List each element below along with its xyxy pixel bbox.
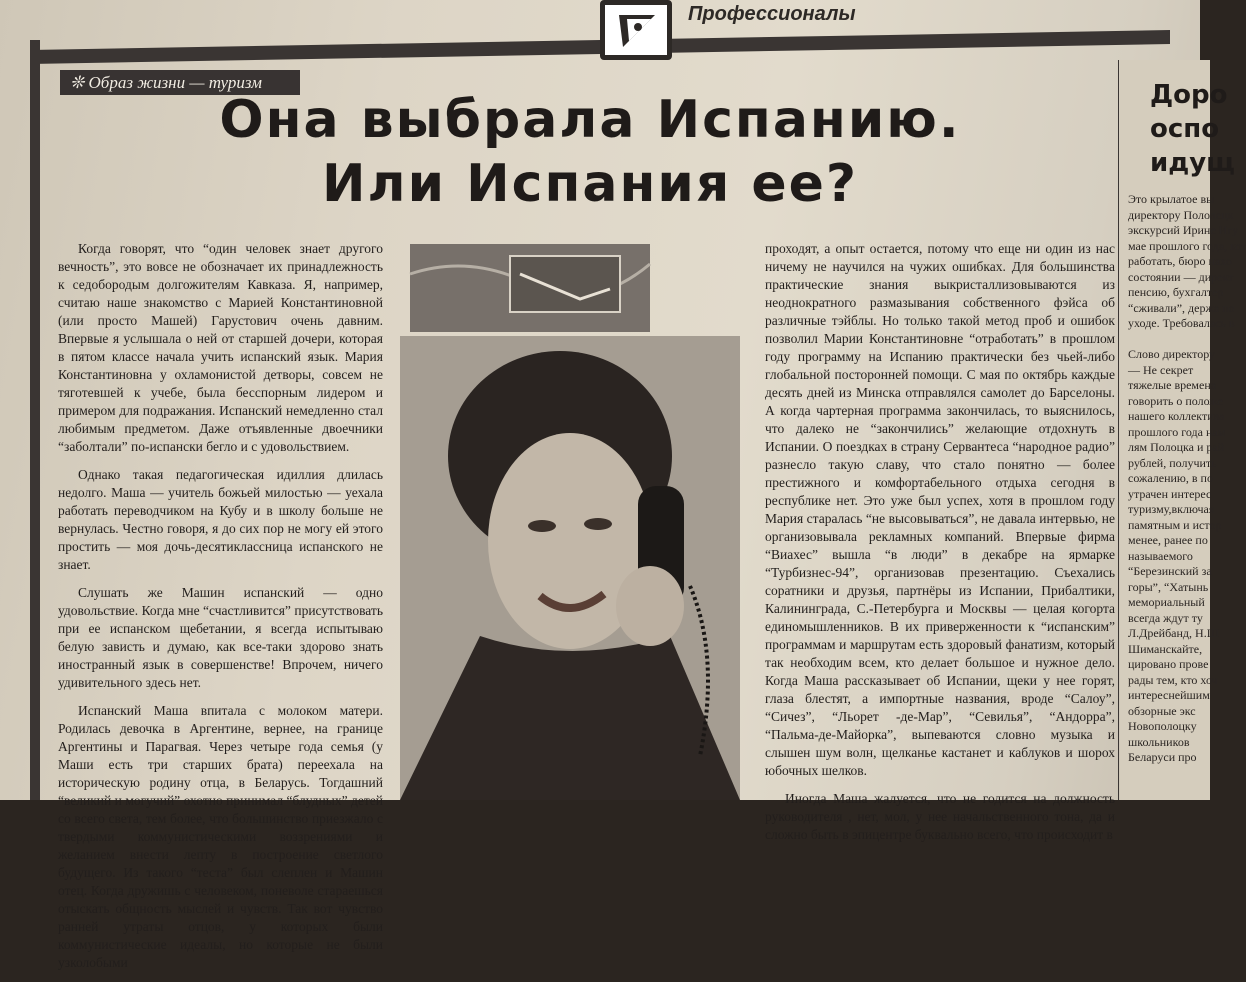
adjacent-text-line: Новополоцку [1128,719,1197,733]
adjacent-text-line: лям Полоцка и рай [1128,440,1225,454]
adjacent-text-line: Беларуси про [1128,750,1197,764]
adjacent-text-line: уходе. Требовалась в [1128,316,1235,330]
paragraph: Когда говорят, что “один человек знает другого вечность”, это вовсе не обозначает их принадлежность к седобородым долгожителям Кавказа. Я, например, считаю наше знакомство с Марией Константиновной (или просто Машей) Гарустович очень давним. Впервые я услышала о ней от старшей дочери, которая в пятом классе начала учить испанский язык. Мария Константиновна у охламонистой детворы, совсем не тяготевшей к учебе, была бесспорным лидером и примером для подражания. Испанский немедленно стал любимым предметом. Даже отъявленные двоечники “заболтали” по-испански бегло и с удовольствием. [58,241,383,454]
adjacent-text-line: тяжелые времена [1128,378,1217,392]
inset-photo [410,244,650,332]
article-headline [100,88,1080,216]
adjacent-text-line: интереснейшим [1128,688,1210,702]
adjacent-text-line: прошлого года нам [1128,424,1226,439]
adjacent-text-line: состоянии — директ [1128,269,1234,284]
adjacent-headline-line: Доро [1150,80,1228,110]
adjacent-text-line: менее, ранее по [1128,533,1208,547]
adjacent-text-line: всегда ждут ту [1128,610,1203,625]
adjacent-text-line: рублей, получить [1128,455,1217,470]
adjacent-text-line: обзорные экс [1128,703,1196,718]
paragraph: Иногда Маша жалуется, что не годится на должность руководителя , нет, мол, у нее начальственного тона, да и сложно быть в эпицентре буквально всего, что происходит в [765,791,1115,842]
portrait-photo [400,336,740,800]
adjacent-text-line: Шиманскайте, [1128,641,1203,656]
adjacent-text-line: нашего коллектива [1128,409,1225,423]
paragraph: проходят, а опыт остается, потому что еще ни один из нас ничему не научился на чужих ошибках. Для большинства практические знания выкристаллизовываются из неоднократного размазывания собственного фэйса об различные тэйблы. Но только такой метод проб и ошибок позволил Марии Константиновне “отработать” в прошлом году программу на Испанию практически без чьей-либо глобальной посторонней помощи. С мая по октябрь каждые десять дней из Минска отправлялся самолет до Барселоны. А когда чартерная программа закончилась, то выяснилось, что далеко не “закончились” желающие отдохнуть в Испании. О поездках в страну Сервантеса “народное радио” разнесло такую славу, что стало понятно — более престижного и комфортабельного отдыха сегодня в республике нет. Это уже был успех, хотя в прошлом году Мария старалась “не высовываться”, не давала интервью, не организовывала рекламных компаний. Впервые фирма “Виахес” вышла “в люди” в декабре на ярмарке “Турбизнес-94”, организовав презентацию. Съехались соратники и друзья, партнёры из Испании, Прибалтики, Калининграда, С.-Петербурга и Москвы — целая когорта единомышленников. В их приверженности к “испанским” программам и маршрутам есть здоровый фанатизм, который так необходим всем, кто делает большое и нужное дело. Когда Маша рассказывает об Испании, щеки у нее горят, глаза блестят, а импортные названия, вроде “Салоу”, “Сичез”, “Льорет -де-Мар”, “Севилья”, “Андорра”, “Пальма-де-Майорка”, выпеваются словно музыка и слышен шум волн, щелканье кастанет и каблуков и шорох юбочных шелков. [765,241,1115,778]
adjacent-text-line: называемого [1128,548,1193,563]
adjacent-text-line: “Березинский за [1128,564,1212,578]
adjacent-text-line: рады тем, кто хоч [1128,672,1218,687]
paragraph: Однако такая педагогическая идиллия длилась недолго. Маша — учитель божьей милостью — уехала работать переводчиком на Кубу и в школу больше не вернулась. Честно говоря, я до сих пор не могу ей этого простить — моя дочь-десятиклассница испанского не знает. [58,467,383,572]
paragraph: Испанский Маша впитала с молоком матери. Родилась девочка в Аргентине, вернее, на границе Аргентины и Парагвая. Через четыре года семья (у Маши есть три старших брата) переехала на историческую родину отца, в Беларусь. Тогдашний “великий и могучий” охотно принимал “блудных” детей со всего света, тем более, что большинство приезжало с твердыми коммунистическими воззрениями и желанием внести лепту в построение светлого будущего. Из такого “теста” был слеплен и Машин отец. Когда дружишь с человеком, поневоле стараешься отыскать общность мыслей и чувств. Так вот чувство ранней утраты отцов, у которых были коммунистические идеалы, но которые не были узколобыми [58,703,383,970]
section-logo-icon [600,0,672,60]
adjacent-text-line: Л.Дрейбанд, Н.Ш [1128,626,1219,640]
adjacent-text-line: — Не секрет [1128,362,1194,377]
adjacent-headline-line: идущ [1150,148,1235,178]
adjacent-text [1128,192,1246,766]
adjacent-text-line: “сживали”, держа по [1128,300,1235,315]
adjacent-text-line [1128,332,1208,348]
section-title: Профессионалы [688,3,856,25]
frame-left-rule [30,40,40,800]
column-divider [1118,60,1119,800]
adjacent-headline-line: оспо [1150,114,1220,144]
adjacent-text-line: школьников [1128,734,1190,749]
headline-line-2: Или Испания ее? [321,154,859,214]
adjacent-text-line: мемориальный [1128,595,1205,609]
adjacent-headline [1150,78,1235,180]
article-column-1 [58,240,383,982]
adjacent-text-line: памятным и истор [1128,517,1222,532]
adjacent-text-line: мае прошлого года, кот [1128,238,1246,253]
paragraph: Слушать же Машин испанский — одно удовольствие. Когда мне “счастливится” присутствовать при ее испанском щебетании, я всегда испытываю белую зависть и думаю, как все-таки здорово знать иностранный язык в совершенстве! Впрочем, ничего удивительного здесь нет. [58,585,383,690]
adjacent-text-line: Слово директору [1128,347,1216,361]
adjacent-text-line: туризму,включая [1128,502,1215,516]
adjacent-text-line: Это крылатое вы [1128,192,1215,206]
adjacent-text-line: утрачен интерес [1128,486,1212,501]
headline-line-1: Она выбрала Испанию. [219,90,961,150]
adjacent-text-line: директору Пололецк [1128,207,1234,222]
adjacent-text-line: экскурсий Ирине Игу [1128,223,1239,237]
article-column-2 [765,240,1115,854]
adjacent-text-line: цировано прове [1128,657,1209,671]
adjacent-text-line: горы”, “Хатынь [1128,579,1209,594]
adjacent-text-line: говорить о положе [1128,393,1223,408]
rubric-label: ❊ Образ жизни — туризм [60,70,300,95]
adjacent-text-line: сожалению, в по [1128,471,1213,485]
adjacent-text-line: пенсию, бухгалтер [1128,285,1224,299]
adjacent-text-line: работать, бюро нахо [1128,254,1232,268]
